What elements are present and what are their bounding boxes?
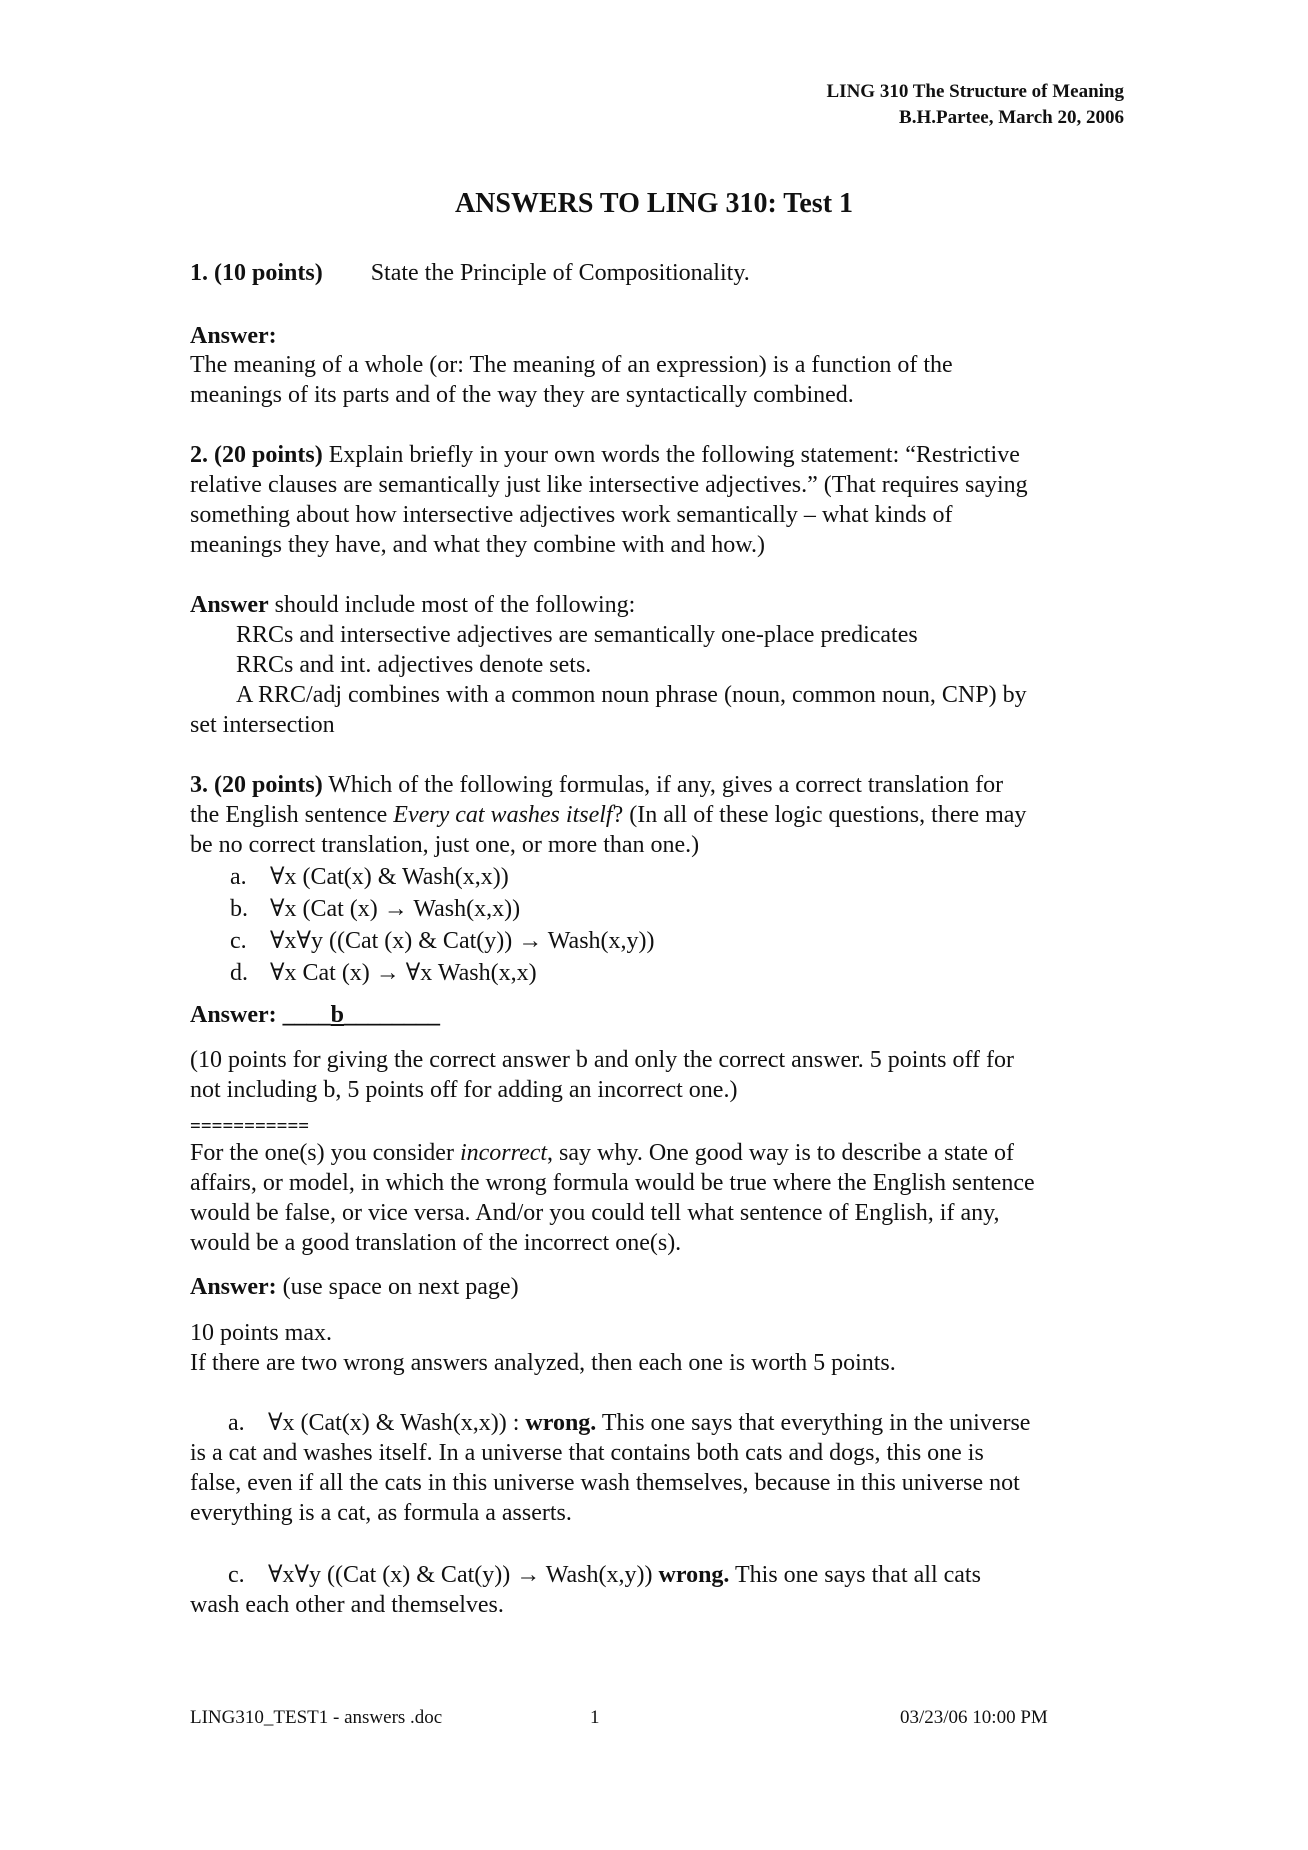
answer-3-value: b xyxy=(330,1002,345,1028)
question-2-line: meanings they have, and what they combine with and how.) xyxy=(190,532,765,558)
question-2-number: 2. (20 points) xyxy=(190,442,323,468)
answer-2-intro: Answer should include most of the following: xyxy=(190,592,636,618)
question-2-text: Explain briefly in your own words the following statement: “Restrictive xyxy=(322,442,1020,468)
max-points-line: 10 points max. xyxy=(190,1320,332,1346)
answer-3-label: Answer: xyxy=(190,1002,277,1028)
question-1-number: 1. (10 points) xyxy=(190,260,323,286)
question-3-line: the English sentence Every cat washes itself? (In all of these logic questions, there may xyxy=(190,802,1027,828)
formula-option: c. ∀x∀y ((Cat (x) & Cat(y)) → Wash(x,y)) xyxy=(230,928,655,954)
followup-line: would be a good translation of the incorrect one(s). xyxy=(190,1230,682,1256)
course-header: LING 310 The Structure of Meaning xyxy=(826,81,1124,102)
followup-line: would be false, or vice versa. And/or you could tell what sentence of English, if any, xyxy=(190,1200,1000,1226)
answer-1-label: Answer: xyxy=(190,323,277,349)
answer-3b: Answer: (use space on next page) xyxy=(190,1274,519,1300)
question-2-line: something about how intersective adjectives work semantically – what kinds of xyxy=(190,502,953,528)
explanation-a-line: false, even if all the cats in this universe wash themselves, because in this universe not xyxy=(190,1470,1020,1496)
question-2 xyxy=(190,440,1020,470)
scoring-note: not including b, 5 points off for adding an incorrect one.) xyxy=(190,1077,738,1103)
scoring-note: (10 points for giving the correct answer b and only the correct answer. 5 points off for xyxy=(190,1047,1014,1073)
divider: =========== xyxy=(190,1116,310,1137)
answer-3-line: Answer: ____b________ xyxy=(190,1002,441,1028)
explanation-a: a. ∀x (Cat(x) & Wash(x,x)) : wrong. This one says that everything in the universe xyxy=(228,1410,1031,1436)
answer-2-point: RRCs and intersective adjectives are semantically one-place predicates xyxy=(236,622,918,648)
formula-option: d. ∀x Cat (x) → ∀x Wash(x,x) xyxy=(230,960,537,986)
answer-2-point: RRCs and int. adjectives denote sets. xyxy=(236,652,592,678)
page-title: ANSWERS TO LING 310: Test 1 xyxy=(454,188,854,219)
footer-timestamp: 03/23/06 10:00 PM xyxy=(900,1707,1048,1728)
answer-1-line: The meaning of a whole (or: The meaning of an expression) is a function of the xyxy=(190,352,953,378)
explanation-a-line: everything is a cat, as formula a asserts. xyxy=(190,1500,572,1526)
question-2-line: relative clauses are semantically just like intersective adjectives.” (That requires saying xyxy=(190,472,1028,498)
formula-option: b. ∀x (Cat (x) → Wash(x,x)) xyxy=(230,896,521,922)
footer-page-number: 1 xyxy=(590,1707,600,1728)
answer-3b-label: Answer: xyxy=(190,1274,277,1300)
question-3 xyxy=(190,770,1003,800)
explanation-c-line: wash each other and themselves. xyxy=(190,1592,504,1618)
question-1-text: State the Principle of Compositionality. xyxy=(370,260,750,286)
question-3-number: 3. (20 points) xyxy=(190,772,323,798)
answer-2-label: Answer xyxy=(190,592,269,618)
explanation-c: c. ∀x∀y ((Cat (x) & Cat(y)) → Wash(x,y)) wrong. This one says that all cats xyxy=(228,1562,981,1588)
formula-option: a. ∀x (Cat(x) & Wash(x,x)) xyxy=(230,864,509,890)
followup-line: affairs, or model, in which the wrong formula would be true where the English sentence xyxy=(190,1170,1035,1196)
answer-2-point: A RRC/adj combines with a common noun phrase (noun, common noun, CNP) by xyxy=(236,682,1027,708)
example-sentence: Every cat washes itself xyxy=(393,802,613,828)
author-date-header: B.H.Partee, March 20, 2006 xyxy=(899,107,1124,128)
footer-filename: LING310_TEST1 - answers .doc xyxy=(190,1707,443,1728)
question-3-text: Which of the following formulas, if any, gives a correct translation for xyxy=(322,772,1004,798)
answer-1-line: meanings of its parts and of the way they are syntactically combined. xyxy=(190,382,854,408)
explanation-a-line: is a cat and washes itself. In a universe that contains both cats and dogs, this one is xyxy=(190,1440,984,1466)
answer-2-point: set intersection xyxy=(190,712,335,738)
question-3-line: be no correct translation, just one, or more than one.) xyxy=(190,832,700,858)
question-1 xyxy=(190,258,750,288)
max-points-line: If there are two wrong answers analyzed, then each one is worth 5 points. xyxy=(190,1350,896,1376)
followup-question: For the one(s) you consider incorrect, say why. One good way is to describe a state of xyxy=(190,1140,1015,1166)
